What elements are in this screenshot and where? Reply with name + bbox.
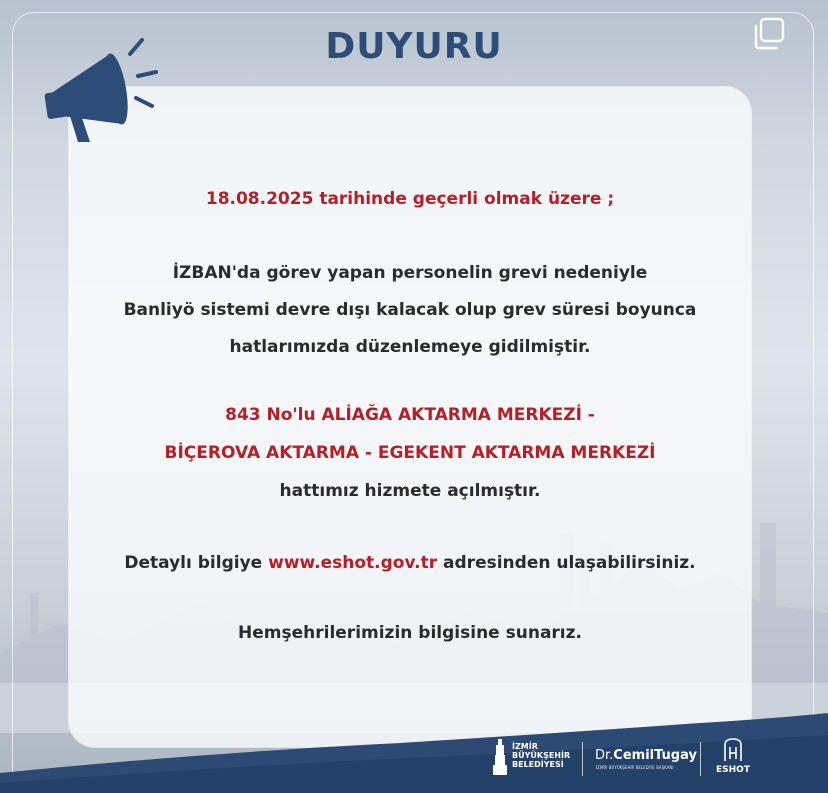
paragraph-line-3: hatlarımızda düzenlemeye gidilmiştir. xyxy=(229,337,591,357)
route-line-2: BİÇEROVA AKTARMA - EGEKENT AKTARMA MERKEZİ xyxy=(164,443,656,463)
cemil-tugay-signature-logo xyxy=(595,748,697,763)
date-line: 18.08.2025 tarihinde geçerli olmak üzere ; xyxy=(205,189,615,209)
footer-divider-2 xyxy=(700,742,701,776)
page-title: DUYURU xyxy=(325,26,503,67)
eshot-website-link[interactable]: www.eshot.gov.tr xyxy=(268,553,438,573)
cemil-subtitle: İZMİR BÜYÜKŞEHİR BELEDİYE BAŞKANI xyxy=(596,765,674,770)
detail-line xyxy=(69,553,751,573)
footer-band xyxy=(0,713,828,793)
izmir-logo-line-2: BÜYÜKŞEHİR xyxy=(512,751,571,760)
closing-line: Hemşehrilerimizin bilgisine sunarız. xyxy=(238,623,582,643)
detail-suffix: adresinden ulaşabilirsiniz. xyxy=(437,553,696,573)
footer-divider-1 xyxy=(582,742,583,776)
eshot-logo-icon xyxy=(722,737,744,763)
izmir-logo-line-1: İZMİR xyxy=(512,742,538,751)
route-line-3: hattımız hizmete açılmıştır. xyxy=(279,481,541,501)
detail-prefix: Detaylı bilgiye xyxy=(124,553,269,573)
cemil-prefix: Dr. xyxy=(595,748,614,763)
izmir-municipality-logo-text xyxy=(512,742,570,769)
paragraph-line-1: İZBAN'da görev yapan personelin grevi nedeniyle xyxy=(172,263,648,283)
izmir-clock-tower-logo xyxy=(492,739,508,775)
paragraph-line-2: Banliyö sistemi devre dışı kalacak olup grev süresi boyunca xyxy=(123,300,697,320)
eshot-label: ESHOT xyxy=(716,765,750,775)
route-line-1: 843 No'lu ALİAĞA AKTARMA MERKEZİ - xyxy=(225,405,595,425)
cemil-name: CemilTugay xyxy=(613,748,697,763)
izmir-logo-line-3: BELEDİYESİ xyxy=(512,760,564,769)
